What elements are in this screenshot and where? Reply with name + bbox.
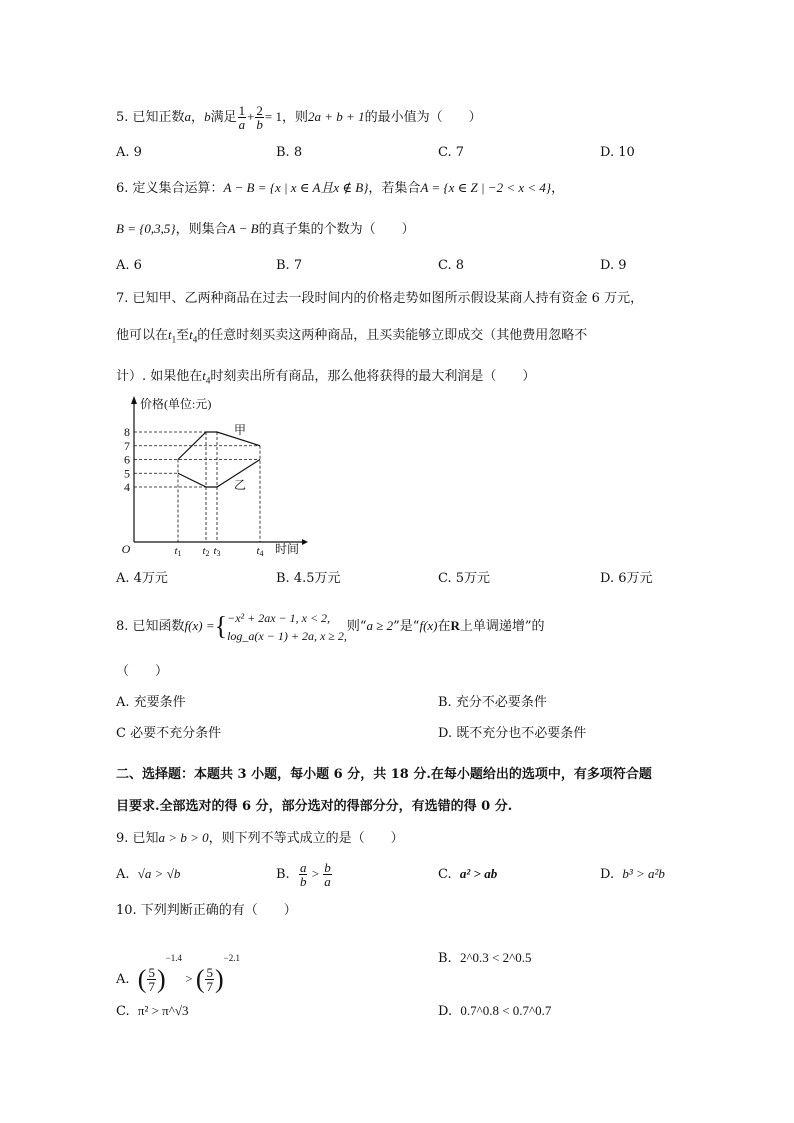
q7-option-b[interactable]: B. 4.5万元	[276, 571, 341, 586]
y-tick-label-7: 7	[124, 438, 130, 453]
fraction-a-over-b: $\frac{a}{b}$	[299, 860, 307, 889]
x-axis-arrow	[302, 539, 308, 545]
series-label-jia: 甲	[233, 423, 247, 437]
q6-option-c[interactable]: C. 8	[438, 258, 465, 273]
y-axis-arrow	[131, 396, 137, 404]
q8-option-d[interactable]: D. 既不充分也不必要条件	[438, 726, 587, 741]
q7-option-d[interactable]: D. 6万元	[600, 571, 653, 586]
q5-option-c[interactable]: C. 7	[438, 145, 465, 160]
y-tick-label-6: 6	[124, 452, 130, 467]
q5-option-b[interactable]: B. 8	[276, 145, 303, 160]
q9-option-c[interactable]: C. a² > ab	[438, 866, 498, 882]
y-axis-label: 价格(单位:元)	[140, 397, 212, 411]
q5-option-d[interactable]: D. 10	[600, 145, 635, 160]
y-tick-label-8: 8	[124, 425, 130, 439]
series-line-yi	[178, 460, 260, 488]
q8-option-b[interactable]: B. 充分不必要条件	[438, 695, 547, 710]
x-tick-label-t1: t1	[174, 545, 182, 558]
q6-stem-line2: B = {0,3,5}，则集合A − B的真子集的个数为（ ）	[116, 221, 415, 237]
piecewise-brace: {	[214, 611, 228, 641]
q9-option-d[interactable]: D. b³ > a²b	[600, 866, 665, 882]
q10-option-b[interactable]: B. 2^0.3 < 2^0.5	[438, 950, 532, 966]
x-tick-label-t3: t3	[213, 545, 221, 558]
q6-option-d[interactable]: D. 9	[600, 258, 627, 273]
q9-option-a[interactable]: A. √a > √b	[116, 866, 181, 882]
q7-option-a[interactable]: A. 4万元	[116, 571, 168, 586]
fraction-1-over-a: $\frac{1}{a}$	[238, 103, 246, 132]
fraction-2-over-b: $\frac{2}{b}$	[256, 103, 263, 132]
q10-stem: 10. 下列判断正确的有（ ）	[116, 903, 297, 918]
y-tick-label-5: 5	[124, 466, 130, 481]
fraction-5-over-7-right: $\frac{5}{7}$	[206, 965, 213, 994]
x-tick-label-t2: t2	[202, 545, 210, 558]
fraction-5-over-7-left: $\frac{5}{7}$	[148, 965, 155, 994]
q8-answer-paren: （ ）	[116, 664, 169, 679]
section2-heading-line2: 目要求.全部选对的得 6 分，部分选对的得部分分，有选错的得 0 分.	[116, 799, 513, 814]
x-axis-label: 时间	[274, 542, 299, 556]
q10-option-a[interactable]: A. ( $\frac{5}{7}$ )$^{-1.4}$ > ( $\frac{5}{7}$ )$^{-2.1}$	[116, 953, 240, 994]
q5-stem: 5. 已知正数a，b满足 $\frac{1}{a}$ + $\frac{2}{b}$ = 1，则2a + b + 1的最小值为（ ）	[116, 103, 482, 132]
q9-stem: 9. 已知a > b > 0，则下列不等式成立的是（ ）	[116, 830, 404, 846]
q10-option-d[interactable]: D. 0.7^0.8 < 0.7^0.7	[438, 1003, 552, 1019]
q6-option-b[interactable]: B. 7	[276, 258, 303, 273]
q6-stem-line1: 6. 定义集合运算：A − B = {x | x ∈ A且x ∉ B}，若集合A = {x ∈ Z | −2 < x < 4}，	[116, 180, 565, 196]
section2-heading-line1: 二、选择题：本题共 3 小题，每小题 6 分，共 18 分.在每小题给出的选项中，有多项符合题	[116, 767, 652, 782]
x-tick-label-t4: t4	[256, 545, 264, 558]
q10-option-c[interactable]: C. π² > π^√3	[116, 1003, 189, 1019]
q8-option-c[interactable]: C 必要不充分条件	[116, 726, 222, 741]
q8-stem: 8. 已知函数f(x) ={ −x² + 2ax − 1, x < 2, log_a(x − 1) + 2a, x ≥ 2, 则“a ≥ 2”是“f(x)在R上单调递增”的	[116, 610, 545, 643]
q7-price-chart	[112, 394, 312, 564]
q7-option-c[interactable]: C. 5万元	[438, 571, 491, 586]
y-tick-label-4: 4	[124, 480, 130, 494]
q8-option-a[interactable]: A. 充要条件	[116, 695, 186, 710]
fraction-b-over-a: $\frac{b}{a}$	[324, 860, 331, 889]
q9-option-b[interactable]: B. $\frac{a}{b}$ > $\frac{b}{a}$	[276, 860, 331, 889]
q5-option-a[interactable]: A. 9	[116, 145, 142, 160]
series-label-yi: 乙	[233, 478, 247, 492]
q6-option-a[interactable]: A. 6	[116, 258, 142, 273]
q7-stem-line3: 计）. 如果他在$t_4$时刻卖出所有商品，那么他将获得的最大利润是（ ）	[116, 368, 536, 386]
origin-label: O	[121, 542, 131, 556]
q7-stem-line1: 7. 已知甲、乙两种商品在过去一段时间内的价格走势如图所示假设某商人持有资金 6 万元，	[116, 291, 644, 306]
q7-stem-line2: 他可以在$t_1$至$t_4$的任意时刻买卖这两种商品，且买卖能够立即成交（其他费用忽略不	[116, 327, 588, 345]
